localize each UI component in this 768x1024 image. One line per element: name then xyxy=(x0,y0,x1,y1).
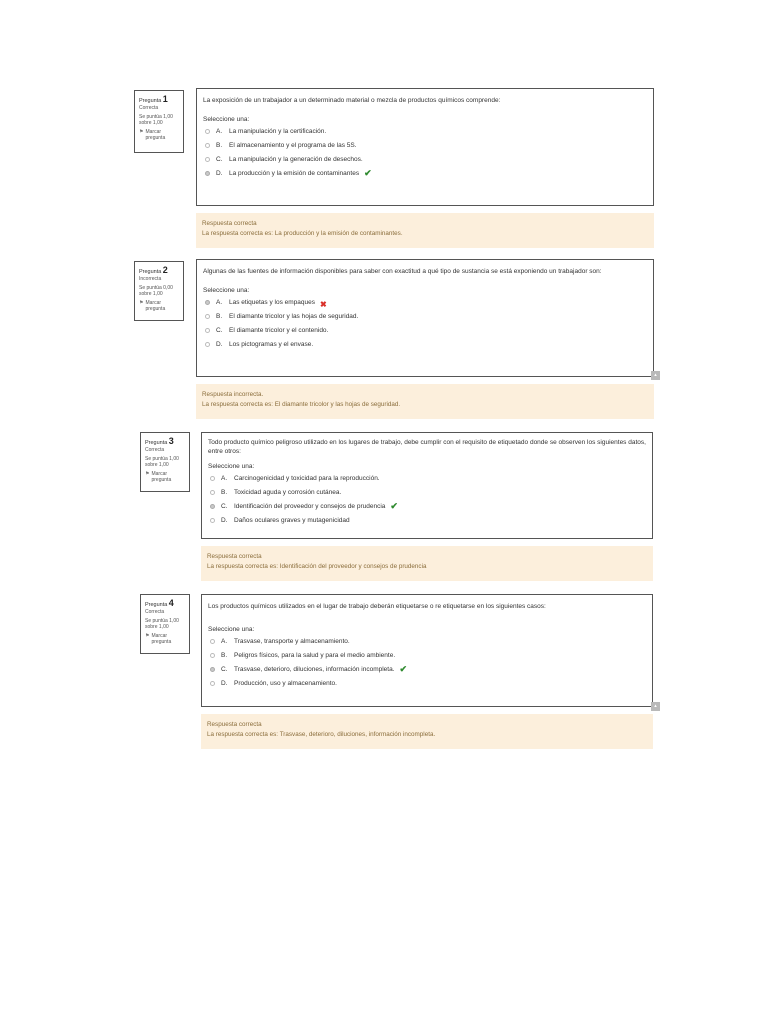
feedback-answer: La respuesta correcta es: Trasvase, deterioro, diluciones, información incompleta. xyxy=(207,731,436,739)
radio-button[interactable] xyxy=(205,328,210,333)
radio-button[interactable] xyxy=(205,342,210,347)
question-content xyxy=(201,594,653,707)
select-prompt: Seleccione una: xyxy=(203,115,250,123)
question-number: 2 xyxy=(162,265,168,275)
answer-option-selected[interactable] xyxy=(203,296,647,310)
radio-button[interactable] xyxy=(210,639,215,644)
option-text: Trasvase, transporte y almacenamiento. xyxy=(234,638,350,646)
flag-question-button[interactable] xyxy=(139,129,179,142)
answer-option[interactable] xyxy=(208,514,646,528)
answer-option[interactable] xyxy=(208,486,646,500)
option-letter: D. xyxy=(221,680,228,688)
radio-button[interactable] xyxy=(210,476,215,481)
answer-option-selected[interactable] xyxy=(208,500,646,514)
question-label: Pregunta xyxy=(139,98,162,104)
question-info xyxy=(140,594,190,654)
option-letter: B. xyxy=(221,489,228,497)
flag-question-button[interactable] xyxy=(145,633,185,646)
question-status: Correcta xyxy=(145,609,165,616)
feedback-box xyxy=(196,384,654,419)
radio-button[interactable] xyxy=(210,653,215,658)
question-score: Se puntúa 1,00 sobre 1,00 xyxy=(145,455,179,468)
answer-option[interactable] xyxy=(208,472,646,486)
option-text: La manipulación y la certificación. xyxy=(229,128,327,136)
answer-option[interactable] xyxy=(203,310,647,324)
option-text: Los pictogramas y el envase. xyxy=(229,341,314,349)
radio-button[interactable] xyxy=(205,129,210,134)
check-icon: ✔ xyxy=(364,168,372,179)
feedback-answer: La respuesta correcta es: El diamante tricolor y las hojas de seguridad. xyxy=(202,401,401,409)
option-text: El diamante tricolor y el contenido. xyxy=(229,327,329,335)
option-text: Producción, uso y almacenamiento. xyxy=(234,680,337,688)
option-letter: A. xyxy=(216,128,223,136)
flag-icon: ⚑ xyxy=(139,300,144,306)
option-letter: B. xyxy=(221,652,228,660)
question-number: 4 xyxy=(168,598,174,608)
answer-option[interactable] xyxy=(208,649,646,663)
radio-button[interactable] xyxy=(205,143,210,148)
option-letter: A. xyxy=(216,299,223,307)
question-text: Todo producto químico peligroso utilizado en los lugares de trabajo, debe cumplir con el requisito de etiquetado donde se observen los siguientes datos, entre otros: xyxy=(208,439,646,455)
flag-label: Marcar pregunta xyxy=(145,129,166,142)
radio-button-selected[interactable] xyxy=(210,504,215,509)
radio-button[interactable] xyxy=(210,681,215,686)
option-text: Daños oculares graves y mutagenicidad xyxy=(234,517,350,525)
radio-button[interactable] xyxy=(210,490,215,495)
answer-option[interactable] xyxy=(203,338,647,352)
radio-button-selected[interactable] xyxy=(210,667,215,672)
question-number: 1 xyxy=(162,94,168,104)
flag-question-button[interactable] xyxy=(145,471,185,484)
feedback-box xyxy=(201,546,653,581)
question-content xyxy=(196,259,654,377)
option-text: El almacenamiento y el programa de las 5S. xyxy=(229,142,357,150)
question-score: Se puntúa 1,00 sobre 1,00 xyxy=(139,113,173,126)
feedback-title: Respuesta incorrecta. xyxy=(202,391,264,398)
feedback-answer: La respuesta correcta es: La producción y la emisión de contaminantes. xyxy=(202,230,403,238)
question-info xyxy=(134,90,184,153)
feedback-title: Respuesta correcta xyxy=(207,721,262,728)
answer-option[interactable] xyxy=(203,324,647,338)
option-text: Trasvase, deterioro, diluciones, información incompleta. xyxy=(234,666,395,674)
option-letter: D. xyxy=(216,341,223,349)
option-letter: C. xyxy=(221,503,228,511)
question-score: Se puntúa 1,00 sobre 1,00 xyxy=(145,617,179,630)
answer-option[interactable] xyxy=(203,153,647,167)
answer-option[interactable] xyxy=(208,677,646,691)
radio-button-selected[interactable] xyxy=(205,171,210,176)
question-content xyxy=(196,88,654,206)
feedback-answer: La respuesta correcta es: Identificación del proveedor y consejos de prudencia xyxy=(207,563,427,571)
question-text: Algunas de las fuentes de información disponibles para saber con exactitud a qué tipo de sustancia se está exponiendo un trabajador son: xyxy=(203,268,602,275)
answer-option[interactable] xyxy=(203,139,647,153)
check-icon: ✔ xyxy=(390,501,398,512)
option-letter: D. xyxy=(221,517,228,525)
flag-question-button[interactable] xyxy=(139,300,179,313)
cross-icon: ✖ xyxy=(320,299,327,309)
option-text: Peligros físicos, para la salud y para el medio ambiente. xyxy=(234,652,396,660)
option-text: Las etiquetas y los empaques xyxy=(229,299,315,307)
scroll-handle-icon[interactable]: ▴ xyxy=(651,371,660,380)
flag-icon: ⚑ xyxy=(145,471,150,477)
answer-option[interactable] xyxy=(203,125,647,139)
flag-label: Marcar pregunta xyxy=(145,300,166,313)
flag-icon: ⚑ xyxy=(139,129,144,135)
question-content xyxy=(201,432,653,539)
question-label: Pregunta xyxy=(145,440,168,446)
option-letter: C. xyxy=(216,156,223,164)
option-text: Toxicidad aguda y corrosión cutánea. xyxy=(234,489,342,497)
option-letter: B. xyxy=(216,142,223,150)
option-letter: B. xyxy=(216,313,223,321)
feedback-box xyxy=(201,714,653,749)
option-text: Carcinogenicidad y toxicidad para la reproducción. xyxy=(234,475,380,483)
question-info xyxy=(140,432,190,492)
question-label: Pregunta xyxy=(145,602,168,608)
feedback-title: Respuesta correcta xyxy=(202,220,257,227)
option-letter: C. xyxy=(216,327,223,335)
option-letter: A. xyxy=(221,638,228,646)
question-status: Incorrecta xyxy=(139,276,162,283)
select-prompt: Seleccione una: xyxy=(203,286,250,294)
radio-button[interactable] xyxy=(205,157,210,162)
select-prompt: Seleccione una: xyxy=(208,625,255,633)
select-prompt: Seleccione una: xyxy=(208,462,255,470)
flag-icon: ⚑ xyxy=(145,633,150,639)
feedback-box xyxy=(196,213,654,248)
option-text: La manipulación y la generación de desechos. xyxy=(229,156,363,164)
check-icon: ✔ xyxy=(399,664,408,675)
option-letter: C. xyxy=(221,666,228,674)
scroll-handle-icon[interactable]: ▴ xyxy=(651,702,660,711)
option-text: La producción y la emisión de contaminantes xyxy=(229,170,360,178)
question-info xyxy=(134,261,184,321)
flag-label: Marcar pregunta xyxy=(151,633,172,646)
question-number: 3 xyxy=(168,436,174,446)
question-status: Correcta xyxy=(145,447,165,454)
question-text: Los productos químicos utilizados en el lugar de trabajo deberán etiquetarse o re etiquetarse en los siguientes casos: xyxy=(208,603,546,610)
answer-option-selected[interactable] xyxy=(203,167,647,181)
question-status: Correcta xyxy=(139,105,159,112)
answer-option-selected[interactable] xyxy=(208,663,646,677)
option-text: Identificación del proveedor y consejos de prudencia xyxy=(234,503,386,511)
answer-option[interactable] xyxy=(208,635,646,649)
radio-button-selected[interactable] xyxy=(205,300,210,305)
question-score: Se puntúa 0,00 sobre 1,00 xyxy=(139,284,173,297)
radio-button[interactable] xyxy=(205,314,210,319)
option-letter: A. xyxy=(221,475,228,483)
radio-button[interactable] xyxy=(210,518,215,523)
question-label: Pregunta xyxy=(139,269,162,275)
option-text: El diamante tricolor y las hojas de seguridad. xyxy=(229,313,359,321)
flag-label: Marcar pregunta xyxy=(151,471,172,484)
feedback-title: Respuesta correcta xyxy=(207,553,262,560)
option-letter: D. xyxy=(216,170,223,178)
question-text: La exposición de un trabajador a un determinado material o mezcla de productos químicos comprende: xyxy=(203,97,501,104)
